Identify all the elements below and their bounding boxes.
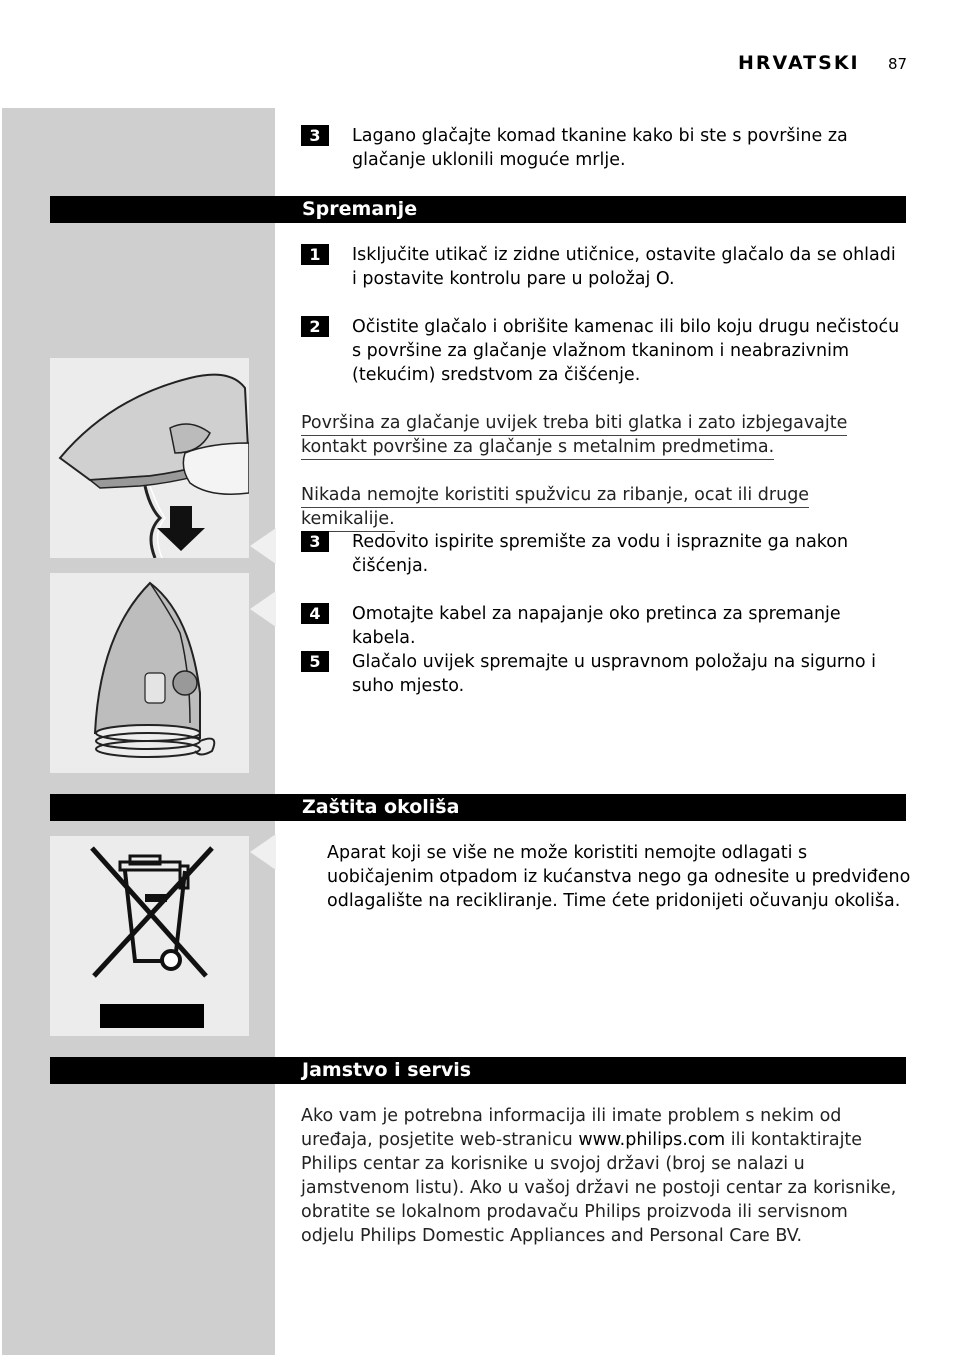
step-text: Lagano glačajte komad tkanine kako bi ste s površine za glačanje uklonili moguće mrlje. — [352, 126, 848, 170]
section-bar-storage — [50, 196, 906, 223]
illustration-recycle-bin — [50, 836, 249, 1036]
warranty-text-before: Ako vam je potrebna informacija ili imate problem s nekim od uređaja, posjetite web-stranicu — [301, 1106, 842, 1150]
illustration-cleaning-iron — [50, 358, 249, 558]
illustration-pointer-1 — [250, 528, 276, 564]
down-arrow-icon — [157, 506, 205, 551]
step-text: Isključite utikač iz zidne utičnice, ostavite glačalo da se ohladi i postavite kontrolu pare u položaj O. — [352, 245, 896, 289]
step-text: Redovito ispirite spremište za vodu i ispraznite ga nakon čišćenja. — [352, 532, 849, 576]
step-text: Očistite glačalo i obrišite kamenac ili bilo koju drugu nečistoću s površine za glačanje vlažnom tkaninom i neabrazivnim (tekućim) sredstvom za čišćenje. — [352, 317, 900, 385]
storage-note-1 — [301, 411, 891, 459]
philips-website-link[interactable]: www.philips.com — [578, 1130, 726, 1150]
step-number: 1 — [301, 244, 329, 265]
warranty-text — [301, 1104, 906, 1248]
step-number: 3 — [301, 125, 329, 146]
language-header: HRVATSKI — [738, 52, 860, 74]
environment-text: Aparat koji se više ne može koristiti nemojte odlagati s uobičajenim otpadom iz kućanstva nego ga odnesite u predviđeno odlagalište na recikliranje. Time ćete pridonijeti očuvanju okoliša. — [327, 843, 911, 911]
step-text: Glačalo uvijek spremajte u uspravnom položaju na sigurno i suho mjesto. — [352, 652, 877, 696]
step-number: 2 — [301, 316, 329, 337]
warranty-text-after: ili kontaktirajte Philips centar za korisnike u svojoj državi (broj se nalazi u jamstvenom listu). Ako u vašoj državi ne postoji centar za korisnike, obratite se lokalnom prodavaču Philips proizvoda ili servisnom odjelu Philips Domestic Appliances and Personal Care BV. — [301, 1130, 897, 1246]
note-text: Nikada nemojte koristiti spužvicu za ribanje, ocat ili druge kemikalije. — [301, 485, 809, 532]
section-title-environment: Zaštita okoliša — [302, 796, 460, 818]
step-text: Omotajte kabel za napajanje oko pretinca za spremanje kabela. — [352, 604, 841, 648]
section-bar-environment — [50, 794, 906, 821]
storage-note-2 — [301, 483, 891, 531]
illustration-iron-upright — [50, 573, 249, 773]
crossed-bin-icon — [50, 836, 249, 1036]
illustration-pointer-3 — [250, 834, 276, 870]
step-number: 4 — [301, 603, 329, 624]
step-number: 5 — [301, 651, 329, 672]
section-title-storage: Spremanje — [302, 198, 418, 220]
page-number: 87 — [888, 55, 908, 73]
section-bar-warranty — [50, 1057, 906, 1084]
illustration-pointer-2 — [250, 591, 276, 627]
section-title-warranty: Jamstvo i servis — [302, 1059, 472, 1081]
step-number: 3 — [301, 531, 329, 552]
note-text: Površina za glačanje uvijek treba biti glatka i zato izbjegavajte kontakt površine za glačanje s metalnim predmetima. — [301, 413, 847, 460]
